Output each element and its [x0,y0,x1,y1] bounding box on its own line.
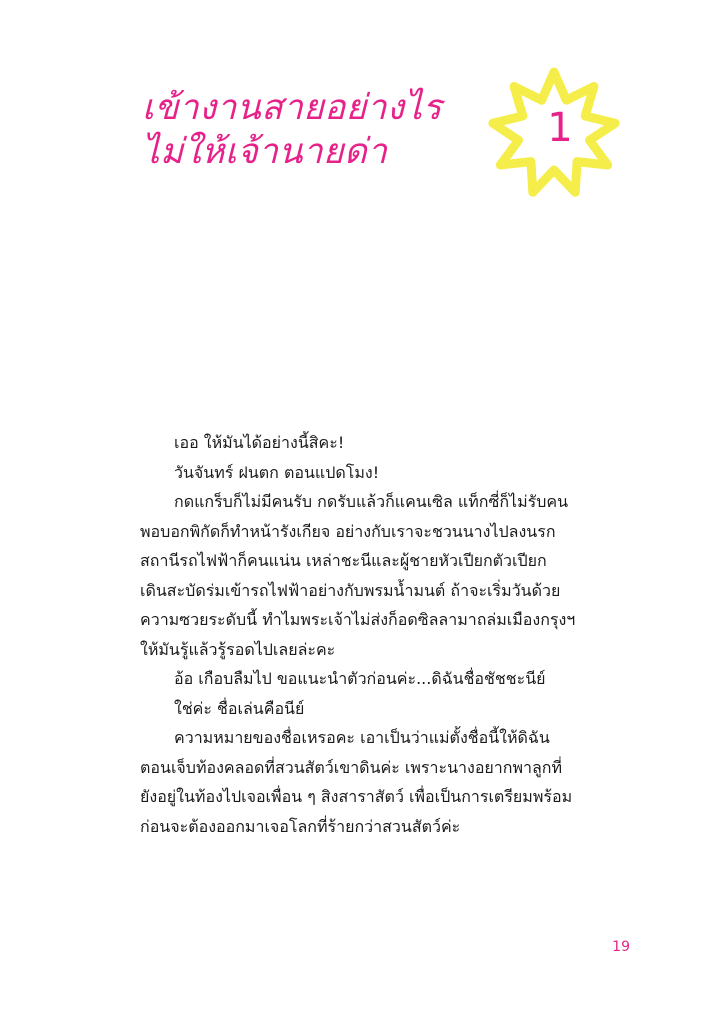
body-line: ใช่ค่ะ ชื่อเล่นคือนีย์ [174,698,305,718]
body-line: ความซวยระดับนี้ ทำไมพระเจ้าไม่ส่งก็อดซิลลามาถล่มเมืองกรุงฯ [140,610,576,629]
body-line: วันจันทร์ ฝนตก ตอนแปดโมง! [174,462,380,482]
body-line: ความหมายของชื่อเหรอคะ เอาเป็นว่าแม่ตั้งชื่อนี้ให้ดิฉัน [174,728,550,747]
body-line: เออ ให้มันได้อย่างนี้สิคะ! [174,433,345,452]
page-number: 19 [612,939,630,955]
body-line: กดแกร็บก็ไม่มีคนรับ กดรับแล้วก็แคนเซิล แท็กซี่ก็ไม่รับคน [174,492,568,511]
body-line: อ้อ เกือบลืมไป ขอแนะนำตัวก่อนค่ะ...ดิฉันชื่อชัชชะนีย์ [174,669,546,688]
body-line: ยังอยู่ในท้องไปเจอเพื่อน ๆ สิงสาราสัตว์ เพื่อเป็นการเตรียมพร้อม [140,787,573,806]
body-line: เดินสะบัดร่มเข้ารถไฟฟ้าอย่างกับพรมน้ำมนต์ ถ้าจะเริ่มวันด้วย [140,580,561,600]
chapter-number: 1 [547,105,573,151]
body-line: ก่อนจะต้องออกมาเจอโลกที่ร้ายกว่าสวนสัตว์ค่ะ [140,816,461,836]
body-line: พอบอกพิกัดก็ทำหน้ารังเกียจ อย่างกับเราจะชวนนางไปลงนรก [140,521,556,541]
chapter-title-line-1: เข้างานสายอย่างไร [142,88,442,128]
body-line: ตอนเจ็บท้องคลอดที่สวนสัตว์เขาดินค่ะ เพราะนางอยากพาลูกที่ [140,757,563,777]
body-line: ให้มันรู้แล้วรู้รอดไปเลยล่ะคะ [140,639,336,659]
chapter-title-line-2: ไม่ให้เจ้านายด่า [142,132,388,172]
chapter-title [142,86,502,174]
body-line: สถานีรถไฟฟ้าก็คนแน่น เหล่าชะนีและผู้ชายหัวเปียกตัวเปียก [140,551,547,570]
body-text [140,428,620,841]
